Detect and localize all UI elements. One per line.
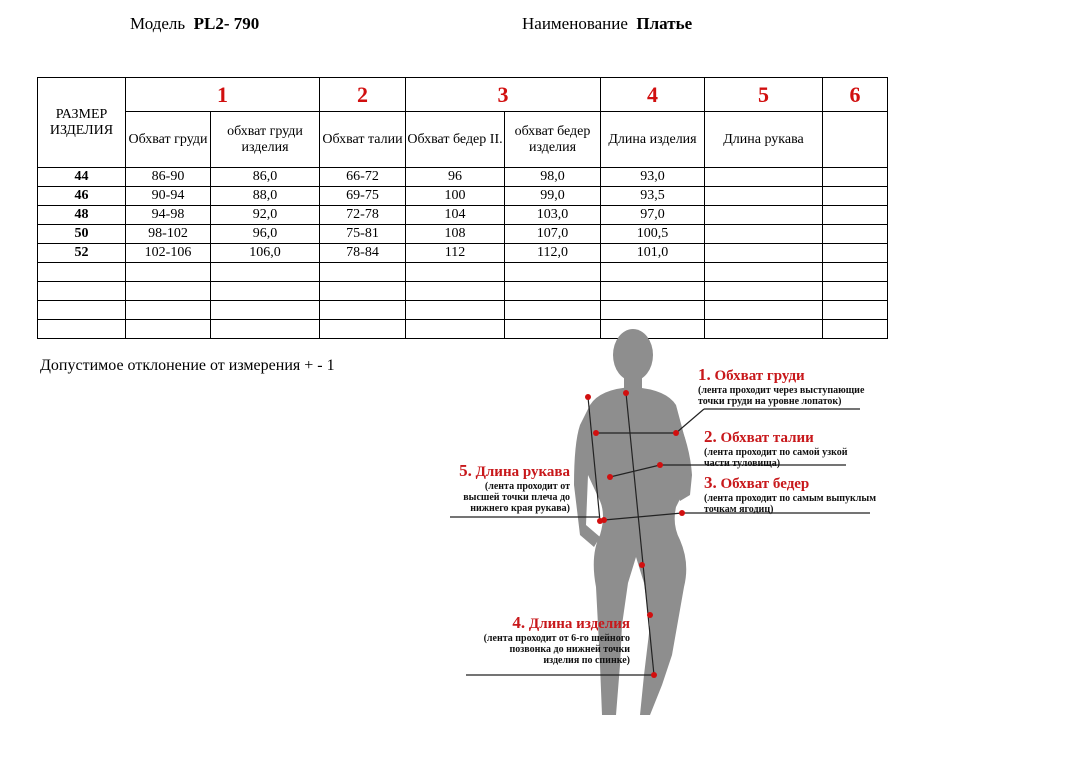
size-cell [38, 282, 126, 301]
table-cell [126, 320, 211, 339]
size-cell: 52 [38, 244, 126, 263]
callout-title: Длина изделия [528, 616, 630, 632]
table-cell [823, 206, 888, 225]
table-cell: 99,0 [505, 187, 601, 206]
table-cell [126, 263, 211, 282]
callout-desc: (лента проходит по самым выпуклым точкам ягодиц) [704, 493, 877, 515]
group-number-2: 2 [320, 78, 406, 112]
table-cell: 69-75 [320, 187, 406, 206]
callout-title: Обхват груди [714, 368, 805, 384]
tolerance-note: Допустимое отклонение от измерения + - 1 [40, 357, 335, 374]
table-cell [823, 282, 888, 301]
callout-title: Длина рукава [475, 464, 570, 480]
model-label: Модель [130, 14, 186, 33]
name-value: Платье [636, 14, 693, 33]
size-header: РАЗМЕР ИЗДЕЛИЯ [38, 78, 126, 168]
table-cell [705, 187, 823, 206]
size-cell: 44 [38, 168, 126, 187]
callout-number: 2. [704, 427, 717, 446]
table-cell: 98,0 [505, 168, 601, 187]
table-cell [505, 263, 601, 282]
group-number-5: 5 [705, 78, 823, 112]
table-cell: 90-94 [126, 187, 211, 206]
callout-desc: (лента проходит по самой узкой части туловища) [704, 447, 848, 469]
callout-hips [704, 473, 880, 515]
column-header: Обхват груди [126, 112, 211, 168]
size-cell [38, 301, 126, 320]
table-cell [823, 187, 888, 206]
column-header: Длина изделия [601, 112, 705, 168]
table-cell: 107,0 [505, 225, 601, 244]
table-cell [505, 282, 601, 301]
callout-waist [704, 427, 864, 469]
table-cell [211, 320, 320, 339]
table-row [38, 187, 888, 206]
model-header [130, 14, 259, 34]
table-cell: 93,5 [601, 187, 705, 206]
table-cell: 108 [406, 225, 505, 244]
callout-number: 1. [698, 365, 711, 384]
table-cell: 75-81 [320, 225, 406, 244]
size-cell: 46 [38, 187, 126, 206]
table-cell [705, 263, 823, 282]
table-cell: 106,0 [211, 244, 320, 263]
group-number-4: 4 [601, 78, 705, 112]
table-cell: 66-72 [320, 168, 406, 187]
table-cell: 86-90 [126, 168, 211, 187]
table-cell [601, 301, 705, 320]
table-cell: 88,0 [211, 187, 320, 206]
size-cell [38, 320, 126, 339]
group-number-6: 6 [823, 78, 888, 112]
table-cell: 96 [406, 168, 505, 187]
table-row [38, 168, 888, 187]
table-cell: 102-106 [126, 244, 211, 263]
table-cell [823, 301, 888, 320]
table-cell [601, 263, 705, 282]
table-cell: 100,5 [601, 225, 705, 244]
callout-desc: (лента проходит от 6-го шейного позвонка до нижней точки изделия по спинке) [483, 633, 630, 666]
size-cell: 50 [38, 225, 126, 244]
table-cell: 92,0 [211, 206, 320, 225]
name-label: Наименование [522, 14, 628, 33]
table-cell: 100 [406, 187, 505, 206]
table-cell [705, 244, 823, 263]
table-cell [601, 282, 705, 301]
callout-length [480, 613, 630, 666]
callout-number: 4. [512, 613, 526, 632]
callout-desc: (лента проходит от высшей точки плеча до нижнего края рукава) [463, 481, 570, 514]
table-row [38, 244, 888, 263]
table-cell [823, 244, 888, 263]
table-cell: 72-78 [320, 206, 406, 225]
table-cell: 96,0 [211, 225, 320, 244]
measurement-figure [440, 325, 880, 725]
table-cell [823, 263, 888, 282]
table-cell [705, 225, 823, 244]
column-header [823, 112, 888, 168]
table-cell: 86,0 [211, 168, 320, 187]
column-header: Обхват талии [320, 112, 406, 168]
table-cell [126, 282, 211, 301]
table-cell [211, 301, 320, 320]
table-cell: 94-98 [126, 206, 211, 225]
table-cell: 101,0 [601, 244, 705, 263]
table-cell: 93,0 [601, 168, 705, 187]
column-header: Обхват бедер II. [406, 112, 505, 168]
column-header: Длина рукава [705, 112, 823, 168]
group-number-1: 1 [126, 78, 320, 112]
table-cell: 97,0 [601, 206, 705, 225]
table-cell [705, 206, 823, 225]
callout-bust [698, 365, 878, 407]
table-cell [406, 263, 505, 282]
callout-desc: (лента проходит через выступающие точки груди на уровне лопаток) [698, 385, 865, 407]
table-cell [705, 282, 823, 301]
table-row [38, 282, 888, 301]
table-cell: 78-84 [320, 244, 406, 263]
table-cell [211, 282, 320, 301]
name-header [522, 14, 692, 34]
table-cell: 112 [406, 244, 505, 263]
table-cell [126, 301, 211, 320]
size-cell: 48 [38, 206, 126, 225]
table-cell [705, 301, 823, 320]
table-cell [705, 168, 823, 187]
callout-number: 3. [704, 473, 717, 492]
table-cell: 104 [406, 206, 505, 225]
table-cell [823, 225, 888, 244]
column-header: обхват груди изделия [211, 112, 320, 168]
table-cell [320, 301, 406, 320]
table-cell: 103,0 [505, 206, 601, 225]
table-cell [320, 282, 406, 301]
callout-sleeve [452, 461, 570, 514]
table-cell [505, 301, 601, 320]
table-cell [211, 263, 320, 282]
callout-number: 5. [459, 461, 472, 480]
size-table [37, 77, 888, 339]
table-cell [320, 320, 406, 339]
table-cell [320, 263, 406, 282]
table-cell [823, 168, 888, 187]
table-cell [406, 301, 505, 320]
group-number-3: 3 [406, 78, 601, 112]
callout-title: Обхват бедер [720, 476, 810, 492]
callout-title: Обхват талии [720, 430, 814, 446]
table-cell: 112,0 [505, 244, 601, 263]
table-row [38, 263, 888, 282]
size-cell [38, 263, 126, 282]
table-row [38, 225, 888, 244]
table-row [38, 301, 888, 320]
table-cell: 98-102 [126, 225, 211, 244]
table-row [38, 206, 888, 225]
column-header: обхват бедер изделия [505, 112, 601, 168]
table-cell [406, 282, 505, 301]
model-value: PL2- 790 [193, 14, 260, 33]
